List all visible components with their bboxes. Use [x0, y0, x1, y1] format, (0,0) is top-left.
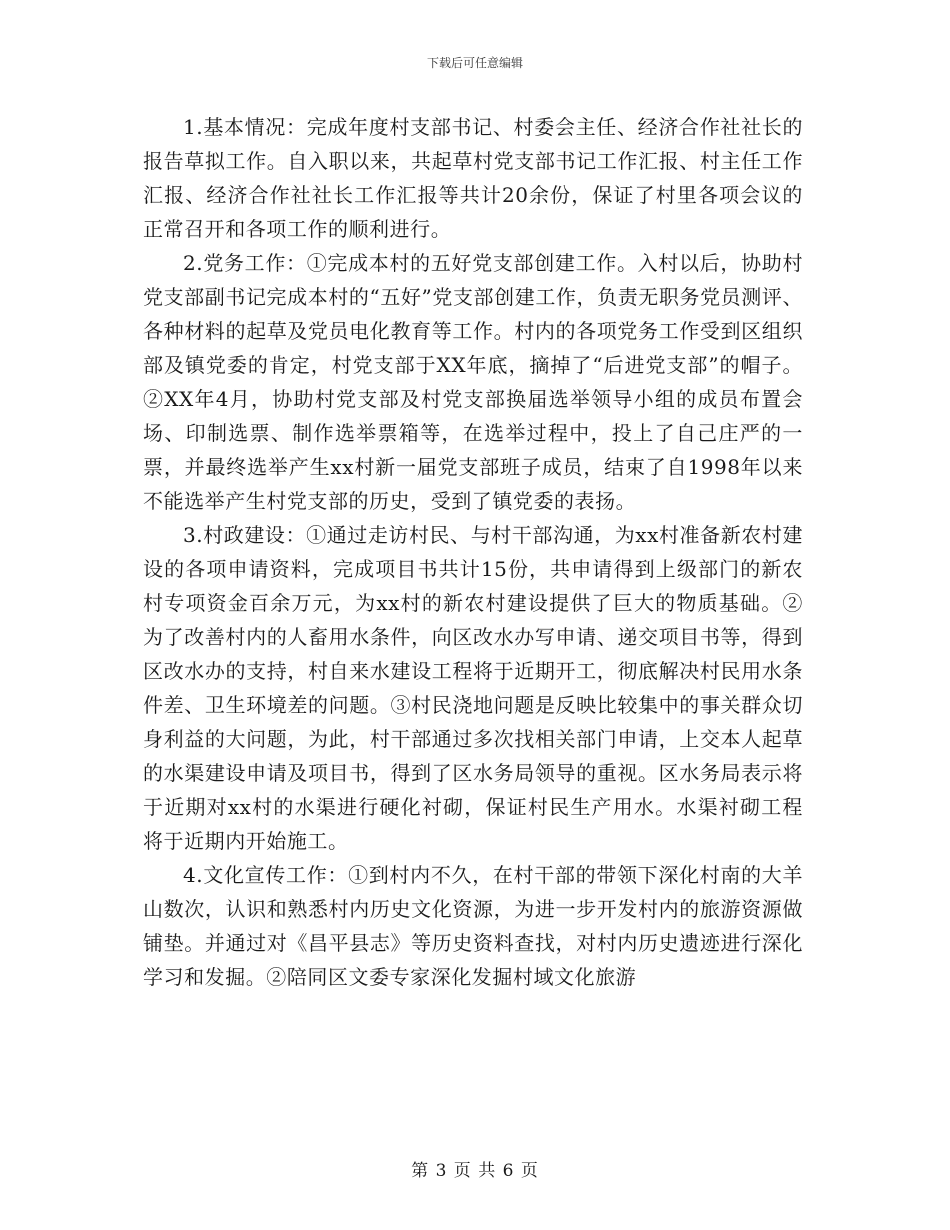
- header-note: 下载后可任意编辑: [426, 56, 523, 70]
- paragraph-culture-promotion: 4.文化宣传工作：①到村内不久，在村干部的带领下深化村南的大羊山数次，认识和熟悉村内历史文化资源，为进一步开发村内的旅游资源做铺垫。并通过对《昌平县志》等历史资料查找，对村内历史遗迹进行深化学习和发掘。②陪同区文委专家深化发掘村域文化旅游: [143, 863, 803, 989]
- document-body: [143, 110, 803, 994]
- paragraph-village-construction: 3.村政建设：①通过走访村民、与村干部沟通，为xx村准备新农村建设的各项申请资料，完成项目书共计15份，共申请得到上级部门的新农村专项资金百余万元，为xx村的新农村建设提供了巨大的物质基础。②为了改善村内的人畜用水条件，向区改水办写申请、递交项目书等，得到区改水办的支持，村自来水建设工程将于近期开工，彻底解决村民用水条件差、卫生环境差的问题。③村民浇地问题是反映比较集中的事关群众切身利益的大问题，为此，村干部通过多次找相关部门申请，上交本人起草的水渠建设申请及项目书，得到了区水务局领导的重视。区水务局表示将于近期对xx村的水渠进行硬化衬砌，保证村民生产用水。水渠衬砌工程将于近期内开始施工。: [143, 523, 803, 853]
- page-number: 第 3 页 共 6 页: [411, 1161, 539, 1181]
- paragraph-basic-situation: 1.基本情况：完成年度村支部书记、村委会主任、经济合作社社长的报告草拟工作。自入职以来，共起草村党支部书记工作汇报、村主任工作汇报、经济合作社社长工作汇报等共计20余份，保证了村里各项会议的正常召开和各项工作的顺利进行。: [143, 115, 803, 241]
- paragraph-party-work: 2.党务工作：①完成本村的五好党支部创建工作。入村以后，协助村党支部副书记完成本村的“五好”党支部创建工作，负责无职务党员测评、各种材料的起草及党员电化教育等工作。村内的各项党务工作受到区组织部及镇党委的肯定，村党支部于XX年底，摘掉了“后进党支部”的帽子。②XX年4月，协助村党支部及村党支部换届选举领导小组的成员布置会场、印制选票、制作选举票箱等，在选举过程中，投上了自己庄严的一票，并最终选举产生xx村新一届党支部班子成员，结束了自1998年以来不能选举产生村党支部的历史，受到了镇党委的表扬。: [143, 251, 803, 513]
